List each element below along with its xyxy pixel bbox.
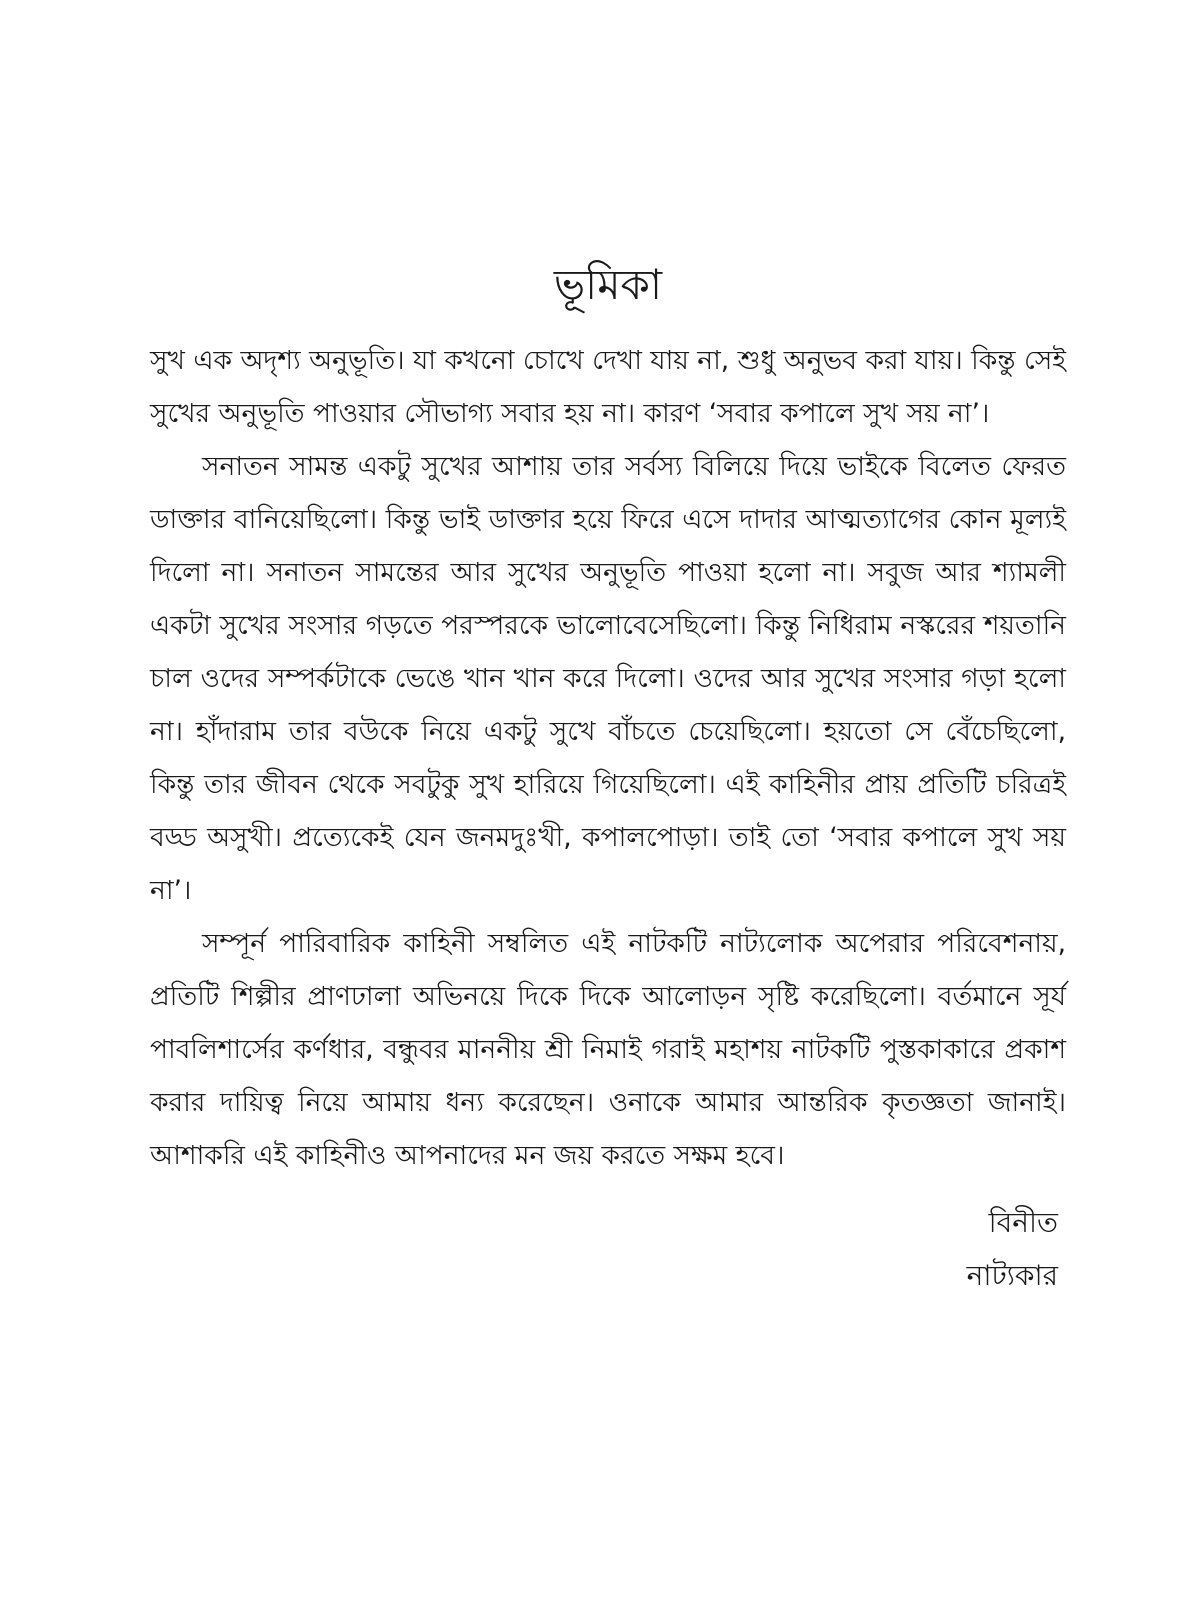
preface-page [150, 250, 1066, 1302]
signoff [150, 1196, 1058, 1302]
signoff-salutation: বিনীত [988, 1206, 1058, 1239]
paragraph-story: সনাতন সামন্ত একটু সুখের আশায় তার সর্বস্য বিলিয়ে দিয়ে ভাইকে বিলেত ফেরত ডাক্তার বানিয়েছিলো। কিন্তু ভাই ডাক্তার হয়ে ফিরে এসে দাদার আত্মত্যাগের কোন মূল্যই দিলো না। সনাতন সামন্তের আর সুখের অনুভূতি পাওয়া হলো না। সবুজ আর শ্যামলী একটা সুখের সংসার গড়তে পরস্পরকে ভালোবেসেছিলো। কিন্তু নিধিরাম নস্করের শয়তানি চাল ওদের সম্পর্কটাকে ভেঙে খান খান করে দিলো। ওদের আর সুখের সংসার গড়া হলো না। হাঁদারাম তার বউকে নিয়ে একটু সুখে বাঁচতে চেয়েছিলো। হয়তো সে বেঁচেছিলো, কিন্তু তার জীবন থেকে সবটুকু সুখ হারিয়ে গিয়েছিলো। এই কাহিনীর প্রায় প্রতিটি চরিত্রই বড্ড অসুখী। প্রত্যেকেই যেন জনমদুঃখী, কপালপোড়া। তাই তো ‘সবার কপালে সুখ সয় না’। [150, 451, 1066, 906]
paragraph-acknowledgement: সম্পূর্ন পারিবারিক কাহিনী সম্বলিত এই নাটকটি নাট্যলোক অপেরার পরিবেশনায়, প্রতিটি শিল্পীর প্রাণঢালা অভিনয়ে দিকে দিকে আলোড়ন সৃষ্টি করেছিলো। বর্তমানে সূর্য পাবলিশার্সের কর্ণধার, বন্ধুবর মাননীয় শ্রী নিমাই গরাই মহাশয় নাটকটি পুস্তকাকারে প্রকাশ করার দায়িত্ব নিয়ে আমায় ধন্য করেছেন। ওনাকে আমার আন্তরিক কৃতজ্ঞতা জানাই। আশাকরি এই কাহিনীও আপনাদের মন জয় করতে সক্ষম হবে। [150, 928, 1066, 1171]
signoff-author: নাট্যকার [966, 1259, 1058, 1292]
paragraph-intro: সুখ এক অদৃশ্য অনুভূতি। যা কখনো চোখে দেখা যায় না, শুধু অনুভব করা যায়। কিন্তু সেই সুখের অনুভূতি পাওয়ার সৌভাগ্য সবার হয় না। কারণ ‘সবার কপালে সুখ সয় না’। [150, 345, 1066, 429]
page-title: ভূমিকা [553, 260, 663, 309]
